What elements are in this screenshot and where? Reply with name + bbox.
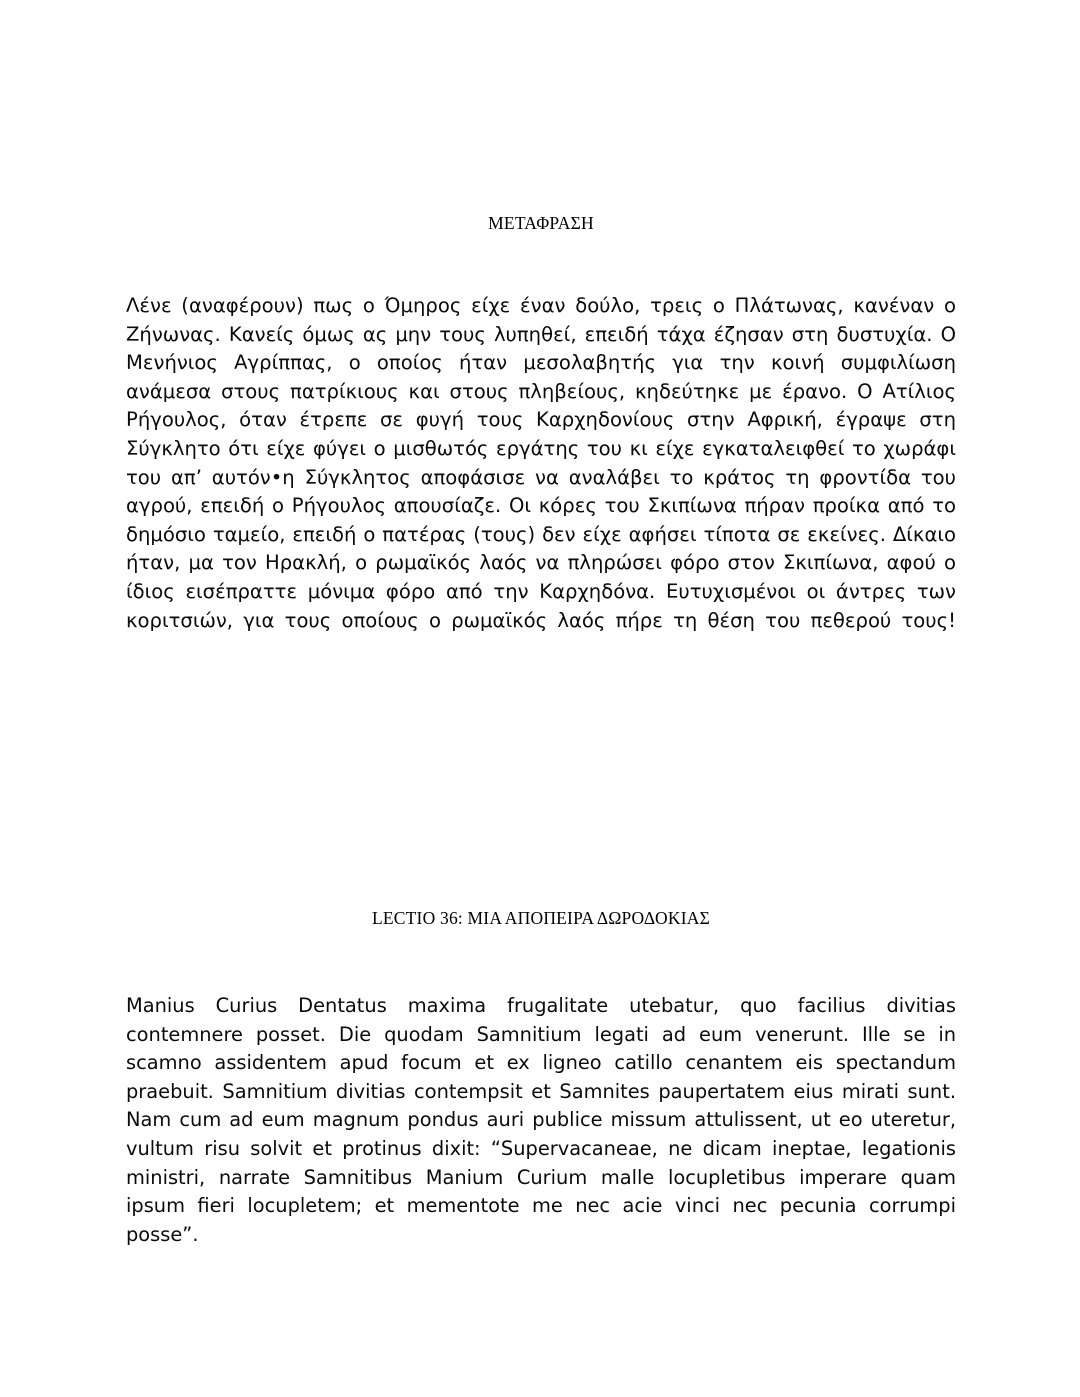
section-heading-translation: ΜΕΤΑΦΡΑΣΗ: [488, 213, 594, 233]
section-heading-lectio: LECTIO 36: ΜΙΑ ΑΠΟΠΕΙΡΑ ΔΩΡΟΔΟΚΙΑΣ: [372, 908, 710, 928]
lectio-latin-paragraph: Manius Curius Dentatus maxima frugalitate utebatur, quo facilius divitias contemnere posset. Die quodam Samnitium legati ad eum venerunt. Ille se in scamno assidentem apud focum et ex ligneo catillo cenantem eis spectandum praebuit. Samnitium divitias contempsit et Samnites paupertatem eius mirati sunt. Nam cum ad eum magnum pondus auri publice missum attulissent, ut eo uteretur, vultum risu solvit et protinus dixit: “Supervacaneae, ne dicam ineptae, legationis ministri, narrate Samnitibus Manium Curium malle locupletibus imperare quam ipsum fieri locupletem; et mementote me nec acie vinci nec pecunia corrumpi posse”.: [126, 994, 956, 1246]
content-column: [126, 0, 956, 1397]
translation-paragraph: Λένε (αναφέρουν) πως ο Όμηρος είχε έναν δούλο, τρεις ο Πλάτωνας, κανέναν ο Ζήνωνας. Κανείς όμως ας μην τους λυπηθεί, επειδή τάχα έζησαν στη δυστυχία. Ο Μενήνιος Αγρίππας, ο οποίος ήταν μεσολαβητής για την κοινή συμφιλίωση ανάμεσα στους πατρίκιους και στους πληβείους, κηδεύτηκε με έρανο. Ο Ατίλιος Ρήγουλος, όταν έτρεπε σε φυγή τους Καρχηδονίους στην Αφρική, έγραψε στη Σύγκλητο ότι είχε φύγει ο μισθωτός εργάτης του κι είχε εγκαταλειφθεί το χωράφι του απ’ αυτόν•η Σύγκλητος αποφάσισε να αναλάβει το κράτος τη φροντίδα του αγρού, επειδή ο Ρήγουλος απουσίαζε. Οι κόρες του Σκιπίωνα πήραν προίκα από το δημόσιο ταμείο, επειδή ο πατέρας (τους) δεν είχε αφήσει τίποτα σε εκείνες. Δίκαιο ήταν, μα τον Ηρακλή, ο ρωμαϊκός λαός να πληρώσει φόρο στον Σκιπίωνα, αφού ο ίδιος εισέπραττε μόνιμα φόρο από την Καρχηδόνα. Ευτυχισμένοι οι άντρες των κοριτσιών, για τους οποίους ο ρωμαϊκός λαός πήρε τη θέση του πεθερού τους!: [126, 294, 956, 632]
